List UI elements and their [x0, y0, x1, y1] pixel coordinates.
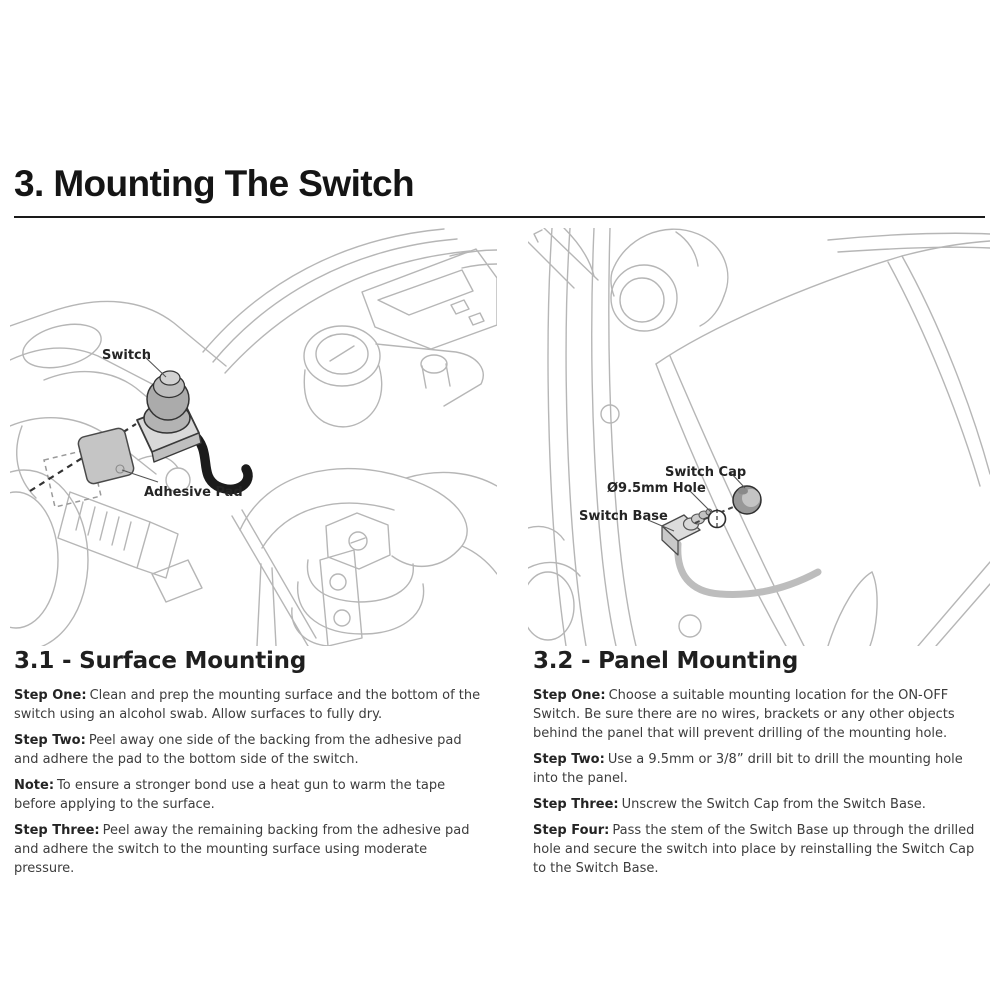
fairing-line-art [528, 228, 990, 646]
step-paragraph [533, 795, 991, 814]
figure-panel-mounting [528, 228, 990, 646]
step-paragraph [14, 731, 488, 769]
section-heading-surface-mounting: 3.1 - Surface Mounting [14, 648, 307, 674]
figure-label-switch-cap: Switch Cap [665, 465, 747, 480]
step-label: Step Four: [533, 823, 610, 838]
step-paragraph [14, 686, 488, 724]
surface-mounting-steps [14, 686, 488, 885]
step-paragraph [14, 821, 488, 878]
step-text: Pass the stem of the Switch Base up through the drilled hole and secure the switch into place by reinstalling the Switch Cap to the Switch Base. [533, 823, 975, 876]
step-label: Step Three: [14, 823, 100, 838]
figure-label-switch-base: Switch Base [579, 509, 668, 524]
page-title: 3. Mounting The Switch [14, 163, 414, 204]
step-label: Step One: [533, 688, 606, 703]
step-label: Step One: [14, 688, 87, 703]
figure-label-adhesive-pad: Adhesive Pad [144, 485, 243, 500]
note-paragraph [14, 776, 488, 814]
step-text: Peel away one side of the backing from the adhesive pad and adhere the pad to the bottom side of the switch. [14, 733, 462, 767]
section-heading-panel-mounting: 3.2 - Panel Mounting [533, 648, 799, 674]
note-label: Note: [14, 778, 55, 793]
step-text: Unscrew the Switch Cap from the Switch Base. [621, 797, 926, 812]
panel-mounting-illustration [528, 228, 990, 646]
step-label: Step Two: [14, 733, 86, 748]
panel-mounting-steps [533, 686, 991, 885]
step-text: Choose a suitable mounting location for the ON-OFF Switch. Be sure there are no wires, brackets or any other objects behind the panel that will prevent drilling of the mounting hole. [533, 688, 955, 741]
note-text: To ensure a stronger bond use a heat gun to warm the tape before applying to the surface. [14, 778, 446, 812]
surface-mounting-illustration [10, 228, 497, 646]
switch-base-graphic [662, 509, 712, 555]
cable-graphic [678, 544, 818, 594]
step-paragraph [533, 821, 991, 878]
step-text: Clean and prep the mounting surface and the bottom of the switch using an alcohol swab. Allow surfaces to fully dry. [14, 688, 481, 722]
step-paragraph [533, 750, 991, 788]
figure-surface-mounting [10, 228, 497, 646]
step-label: Step Two: [533, 752, 605, 767]
adhesive-pad-graphic [77, 427, 135, 485]
figure-label-switch: Switch [102, 348, 152, 363]
step-paragraph [533, 686, 991, 743]
switch-cap-graphic [733, 486, 761, 514]
step-label: Step Three: [533, 797, 619, 812]
switch-graphic [137, 371, 201, 462]
step-text: Use a 9.5mm or 3/8” drill bit to drill the mounting hole into the panel. [533, 752, 963, 786]
step-text: Peel away the remaining backing from the adhesive pad and adhere the switch to the mounting surface using moderate pressure. [14, 823, 470, 876]
figure-label-hole: Ø9.5mm Hole [607, 481, 706, 496]
title-divider [14, 216, 985, 218]
